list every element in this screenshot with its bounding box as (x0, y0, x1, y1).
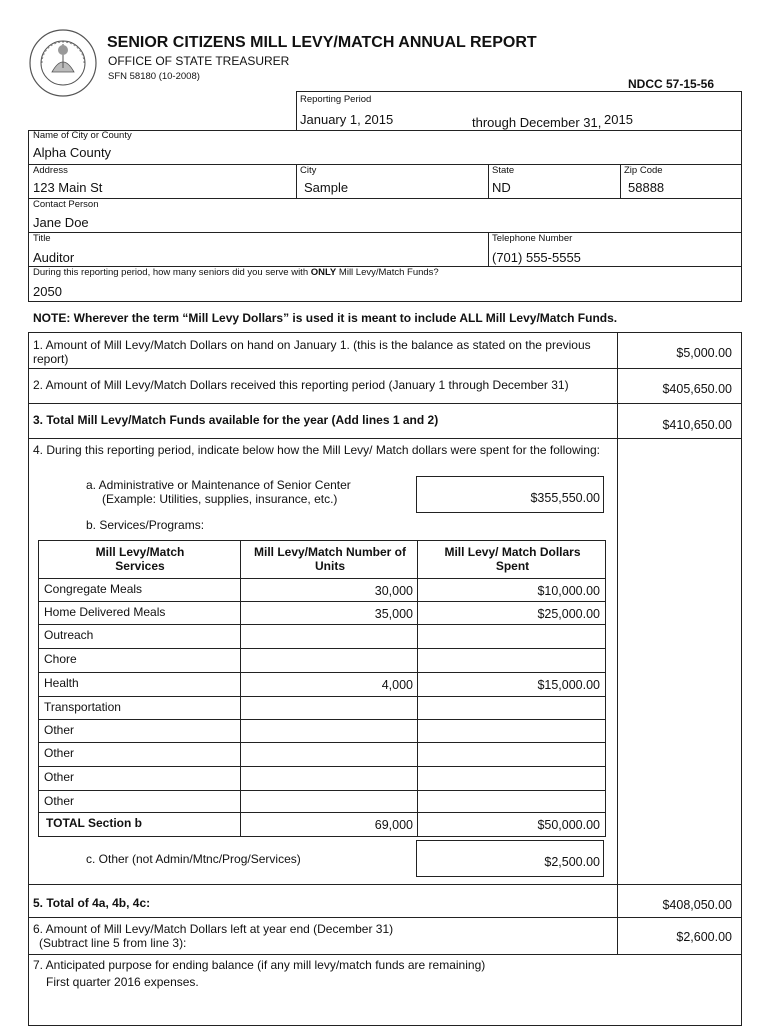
phone-label: Telephone Number (492, 233, 573, 244)
line-7-text: 7. Anticipated purpose for ending balance (if any mill levy/match funds are remaining) (33, 958, 486, 972)
contact-field[interactable]: Jane Doe (33, 215, 89, 230)
service-row-name: Congregate Meals (44, 582, 143, 596)
reporting-period-label: Reporting Period (300, 94, 372, 105)
service-row-name: Other (44, 746, 75, 760)
city-field[interactable]: Sample (304, 180, 349, 195)
service-row-dollars[interactable]: $15,000.00 (537, 678, 600, 692)
line-4c-amount[interactable]: $2,500.00 (544, 855, 600, 869)
period-end-year[interactable]: 2015 (604, 112, 633, 127)
line-5-amount[interactable]: $408,050.00 (662, 898, 732, 912)
city-label: City (300, 165, 317, 176)
line-3-amount[interactable]: $410,650.00 (662, 418, 732, 432)
line-4b-text: b. Services/Programs: (86, 518, 205, 532)
line-1-text: 1. Amount of Mill Levy/Match Dollars on hand on January 1. (this is the balance as stated on the previous report) (33, 338, 591, 366)
state-field[interactable]: ND (492, 180, 511, 195)
line-4a-text: a. Administrative or Maintenance of Senior Center (Example: Utilities, supplies, insurance, etc.) (86, 478, 351, 506)
service-row-units[interactable]: 35,000 (374, 607, 413, 621)
line-5-text: 5. Total of 4a, 4b, 4c: (33, 896, 151, 910)
service-row-name: Home Delivered Meals (44, 605, 166, 619)
city-county-field[interactable]: Alpha County (33, 145, 112, 160)
line-1-amount[interactable]: $5,000.00 (676, 346, 732, 360)
address-label: Address (33, 165, 68, 176)
service-row-dollars[interactable]: $10,000.00 (537, 584, 600, 598)
service-row-name: Chore (44, 652, 77, 666)
seniors-served-field[interactable]: 2050 (33, 284, 62, 299)
line-6-text: 6. Amount of Mill Levy/Match Dollars left at year end (December 31) (Subtract line 5 from line 3): (33, 922, 394, 950)
line-4a-amount[interactable]: $355,550.00 (530, 491, 600, 505)
phone-field[interactable]: (701) 555-5555 (492, 250, 581, 265)
contact-label: Contact Person (33, 199, 99, 210)
total-section-b-label: TOTAL Section b (46, 816, 143, 830)
service-row-dollars[interactable]: $25,000.00 (537, 607, 600, 621)
line-4c-text: c. Other (not Admin/Mtnc/Prog/Services) (86, 852, 301, 866)
title-field[interactable]: Auditor (33, 250, 75, 265)
seniors-served-label: During this reporting period, how many seniors did you serve with ONLY Mill Levy/Match Funds? (33, 267, 439, 278)
line-6-amount[interactable]: $2,600.00 (676, 930, 732, 944)
line-7-value[interactable]: First quarter 2016 expenses. (46, 975, 199, 989)
form-number: SFN 58180 (10-2008) (108, 71, 200, 82)
line-3-text: 3. Total Mill Levy/Match Funds available for the year (Add lines 1 and 2) (33, 413, 439, 427)
services-header-col: Mill Levy/Match Services (95, 545, 185, 573)
office-name: OFFICE OF STATE TREASURER (108, 54, 290, 68)
total-section-b-dollars[interactable]: $50,000.00 (537, 818, 600, 832)
line-2-amount[interactable]: $405,650.00 (662, 382, 732, 396)
service-row-units[interactable]: 4,000 (381, 678, 413, 692)
state-label: State (492, 165, 515, 176)
period-through: through December 31, (472, 115, 602, 130)
form-title: SENIOR CITIZENS MILL LEVY/MATCH ANNUAL REPORT (107, 34, 537, 51)
service-row-name: Health (44, 676, 79, 690)
ndcc-code: NDCC 57-15-56 (628, 77, 715, 91)
line-4-text: 4. During this reporting period, indicate below how the Mill Levy/ Match dollars were spent for the following: (33, 443, 600, 457)
service-row-name: Transportation (44, 700, 121, 714)
city-county-label: Name of City or County (33, 130, 132, 141)
zip-field[interactable]: 58888 (628, 180, 665, 195)
service-row-name: Other (44, 770, 75, 784)
service-row-name: Outreach (44, 628, 94, 642)
dollars-header-col: Mill Levy/ Match Dollars Spent (444, 545, 581, 573)
service-row-units[interactable]: 30,000 (374, 584, 413, 598)
state-seal (28, 28, 98, 98)
period-start[interactable]: January 1, 2015 (300, 112, 394, 127)
line-2-text: 2. Amount of Mill Levy/Match Dollars received this reporting period (January 1 through December 31) (33, 378, 569, 392)
total-section-b-units[interactable]: 69,000 (374, 818, 413, 832)
address-field[interactable]: 123 Main St (33, 180, 103, 195)
service-row-name: Other (44, 794, 75, 808)
zip-label: Zip Code (624, 165, 663, 176)
title-label: Title (33, 233, 51, 244)
units-header-col: Mill Levy/Match Number of Units (253, 545, 407, 573)
service-row-name: Other (44, 723, 75, 737)
note-text: NOTE: Wherever the term “Mill Levy Dollars” is used it is meant to include ALL Mill Levy/Match Funds. (33, 311, 618, 325)
